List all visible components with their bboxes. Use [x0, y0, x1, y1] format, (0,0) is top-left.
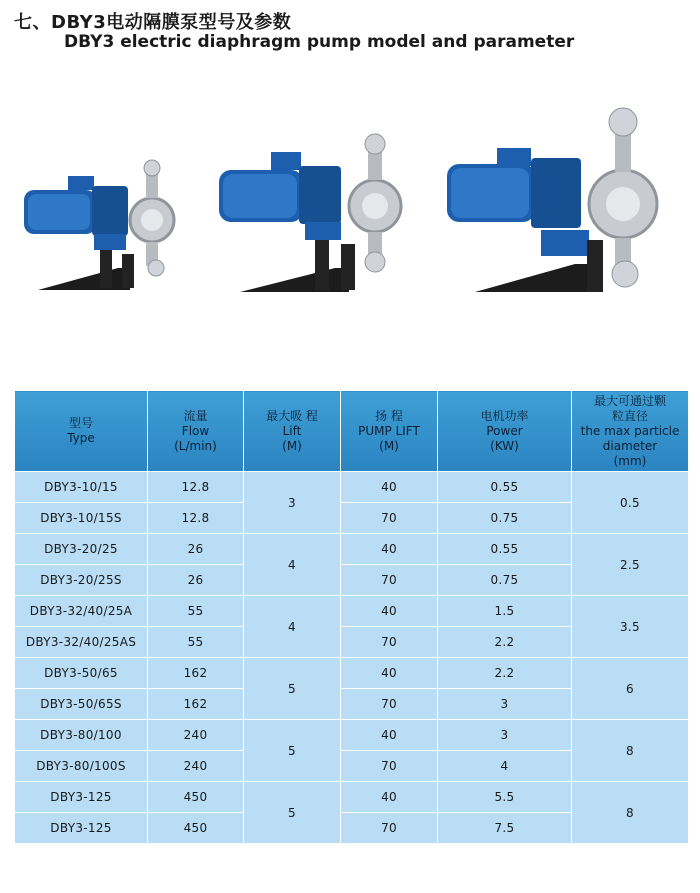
- cell-power: 2.2: [438, 658, 572, 689]
- cell-type: DBY3-10/15S: [15, 503, 148, 534]
- cell-flow: 162: [148, 658, 244, 689]
- table-row: [15, 782, 689, 813]
- cell-type: DBY3-10/15: [15, 472, 148, 503]
- cell-type: DBY3-32/40/25A: [15, 596, 148, 627]
- cell-pump-lift: 40: [341, 596, 438, 627]
- cell-lift: 5: [244, 658, 341, 720]
- cell-flow: 450: [148, 813, 244, 844]
- cell-lift: 5: [244, 782, 341, 844]
- cell-particle: 2.5: [572, 534, 689, 596]
- cell-pump-lift: 70: [341, 689, 438, 720]
- col-header-pump-lift: 扬 程 PUMP LIFT (M): [341, 391, 438, 472]
- cell-type: DBY3-32/40/25AS: [15, 627, 148, 658]
- spec-table: [14, 390, 689, 844]
- cell-flow: 162: [148, 689, 244, 720]
- cell-pump-lift: 40: [341, 782, 438, 813]
- cell-particle: 3.5: [572, 596, 689, 658]
- cell-pump-lift: 70: [341, 751, 438, 782]
- cell-flow: 12.8: [148, 472, 244, 503]
- pump-large-icon: [445, 100, 665, 300]
- table-row: [15, 658, 689, 689]
- cell-particle: 8: [572, 720, 689, 782]
- cell-type: DBY3-20/25: [15, 534, 148, 565]
- cell-pump-lift: 70: [341, 627, 438, 658]
- col-header-type: 型号 Type: [15, 391, 148, 472]
- cell-pump-lift: 40: [341, 472, 438, 503]
- cell-power: 7.5: [438, 813, 572, 844]
- cell-particle: 8: [572, 782, 689, 844]
- cell-pump-lift: 70: [341, 503, 438, 534]
- page-title-cn: 七、DBY3电动隔膜泵型号及参数: [14, 12, 292, 33]
- cell-pump-lift: 40: [341, 534, 438, 565]
- cell-lift: 4: [244, 534, 341, 596]
- col-header-flow: 流量 Flow (L/min): [148, 391, 244, 472]
- cell-lift: 4: [244, 596, 341, 658]
- cell-power: 5.5: [438, 782, 572, 813]
- cell-flow: 240: [148, 720, 244, 751]
- cell-flow: 26: [148, 534, 244, 565]
- pump-small-icon: [18, 150, 188, 295]
- col-header-power: 电机功率 Power (KW): [438, 391, 572, 472]
- cell-flow: 240: [148, 751, 244, 782]
- cell-type: DBY3-80/100S: [15, 751, 148, 782]
- cell-pump-lift: 40: [341, 720, 438, 751]
- cell-flow: 26: [148, 565, 244, 596]
- page-title-en: DBY3 electric diaphragm pump model and parameter: [64, 32, 575, 52]
- cell-type: DBY3-125: [15, 813, 148, 844]
- cell-power: 4: [438, 751, 572, 782]
- cell-particle: 6: [572, 658, 689, 720]
- table-row: [15, 472, 689, 503]
- table-row: [15, 534, 689, 565]
- cell-type: DBY3-20/25S: [15, 565, 148, 596]
- cell-type: DBY3-80/100: [15, 720, 148, 751]
- table-row: [15, 596, 689, 627]
- cell-power: 0.75: [438, 565, 572, 596]
- table-row: [15, 720, 689, 751]
- cell-flow: 450: [148, 782, 244, 813]
- cell-flow: 12.8: [148, 503, 244, 534]
- cell-power: 3: [438, 720, 572, 751]
- cell-power: 2.2: [438, 627, 572, 658]
- cell-flow: 55: [148, 627, 244, 658]
- cell-pump-lift: 70: [341, 813, 438, 844]
- cell-pump-lift: 40: [341, 658, 438, 689]
- cell-lift: 3: [244, 472, 341, 534]
- pump-medium-icon: [215, 130, 415, 300]
- col-header-lift: 最大吸 程 Lift (M): [244, 391, 341, 472]
- col-header-particle: 最大可通过颗 粒直径 the max particle diameter (mm): [572, 391, 689, 472]
- cell-particle: 0.5: [572, 472, 689, 534]
- cell-power: 0.75: [438, 503, 572, 534]
- cell-flow: 55: [148, 596, 244, 627]
- cell-pump-lift: 70: [341, 565, 438, 596]
- cell-power: 3: [438, 689, 572, 720]
- cell-type: DBY3-50/65S: [15, 689, 148, 720]
- cell-power: 0.55: [438, 472, 572, 503]
- cell-type: DBY3-50/65: [15, 658, 148, 689]
- cell-power: 0.55: [438, 534, 572, 565]
- cell-type: DBY3-125: [15, 782, 148, 813]
- table-header-row: [15, 391, 689, 472]
- cell-lift: 5: [244, 720, 341, 782]
- cell-power: 1.5: [438, 596, 572, 627]
